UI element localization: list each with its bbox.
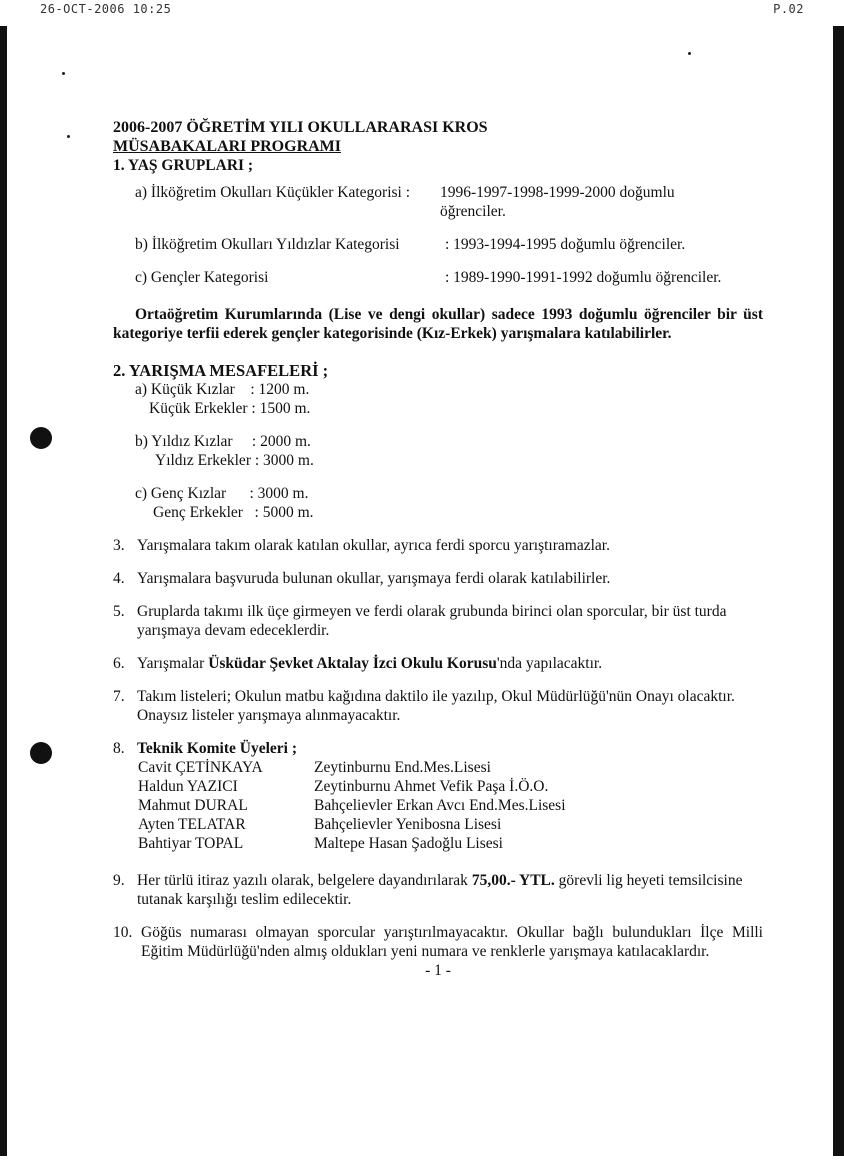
scan-edge-left (0, 26, 7, 1156)
scan-speck (62, 72, 65, 75)
committee-member-name: Haldun YAZICI (138, 778, 238, 795)
rule-4: 4. Yarışmalara başvuruda bulunan okullar, yarışmaya ferdi olarak katılabilirler. (113, 570, 611, 587)
committee-member-school: Bahçelievler Yenibosna Lisesi (314, 816, 502, 833)
rule-9: 9. Her türlü itiraz yazılı olarak, belgelere dayandırılarak 75,00.- YTL. görevli lig heyeti temsilcisine tutanak karşılığı teslim edilecektir. (113, 872, 743, 908)
rule-6: 6. Yarışmalar Üsküdar Şevket Aktalay İzci Okulu Korusu'nda yapılacaktır. (113, 655, 603, 672)
rule-8: 8. Teknik Komite Üyeleri ; (113, 740, 298, 757)
distance-group-a: a) Küçük Kızlar : 1200 m. Küçük Erkekler : 1500 m. (135, 381, 311, 417)
committee-member-school: Bahçelievler Erkan Avcı End.Mes.Lisesi (314, 797, 566, 814)
section2-heading: 2. YARIŞMA MESAFELERİ ; (113, 361, 329, 380)
document-body (113, 118, 763, 980)
scan-speck (67, 135, 70, 138)
fax-header-page: P.02 (773, 2, 804, 16)
age-group-c: c) Gençler Kategorisi : 1989-1990-1991-1992 doğumlu öğrenciler. (135, 269, 722, 286)
rule-10: 10. Göğüs numarası olmayan sporcular yarıştırılmayacaktır. Okullar bağlı bulundukları İlçe Milli Eğitim Müdürlüğü'nden almış oldukları yeni numara ve renklerle yarışmaya katılacaklardır. (113, 924, 763, 960)
committee-member-name: Ayten TELATAR (138, 816, 246, 833)
punch-hole-top (30, 427, 52, 449)
committee-member-school: Maltepe Hasan Şadoğlu Lisesi (314, 835, 503, 852)
rule-7: 7. Takım listeleri; Okulun matbu kağıdına daktilo ile yazılıp, Okul Müdürlüğü'nün Onayı olacaktır. Onaysız listeler yarışmaya alınmayacaktır. (113, 688, 735, 724)
age-group-a: a) İlköğretim Okulları Küçükler Kategorisi : 1996-1997-1998-1999-2000 doğumlu öğrenciler. (135, 184, 675, 220)
section1-heading: 1. YAŞ GRUPLARI ; (113, 157, 254, 174)
distance-group-c: c) Genç Kızlar : 3000 m. Genç Erkekler : 5000 m. (135, 485, 314, 521)
document-title-line2: MÜSABAKALARI PROGRAMI (113, 138, 341, 155)
committee-member-school: Zeytinburnu End.Mes.Lisesi (314, 759, 491, 776)
distance-group-b: b) Yıldız Kızlar : 2000 m. Yıldız Erkekler : 3000 m. (135, 433, 314, 469)
page-number: - 1 - (425, 962, 451, 979)
age-group-note: Ortaöğretim Kurumlarında (Lise ve dengi okullar) sadece 1993 doğumlu öğrenciler bir üst kategoriye terfii ederek gençler kategorisinde (Kız-Erkek) yarışmalara katılabilirler. (113, 306, 763, 342)
rule-5: 5. Gruplarda takımı ilk üçe girmeyen ve ferdi olarak grubunda birinci olan sporcular, bir üst turda yarışmaya devam edeceklerdir. (113, 603, 727, 639)
committee-member-name: Mahmut DURAL (138, 797, 248, 814)
committee-member-name: Cavit ÇETİNKAYA (138, 759, 263, 776)
committee-member-name: Bahtiyar TOPAL (138, 835, 244, 852)
rule-3: 3. Yarışmalara takım olarak katılan okullar, ayrıca ferdi sporcu yarıştıramazlar. (113, 537, 610, 554)
punch-hole-bottom (30, 742, 52, 764)
committee-member-school: Zeytinburnu Ahmet Vefik Paşa İ.Ö.O. (314, 778, 549, 795)
fax-header-datetime: 26-OCT-2006 10:25 (40, 2, 172, 16)
committee-table (113, 758, 763, 853)
scan-edge-right (833, 26, 844, 1156)
scan-speck (688, 52, 691, 55)
age-group-b: b) İlköğretim Okulları Yıldızlar Kategorisi : 1993-1994-1995 doğumlu öğrenciler. (135, 236, 686, 253)
document-title-line1: 2006-2007 ÖĞRETİM YILI OKULLARARASI KROS (113, 119, 488, 136)
